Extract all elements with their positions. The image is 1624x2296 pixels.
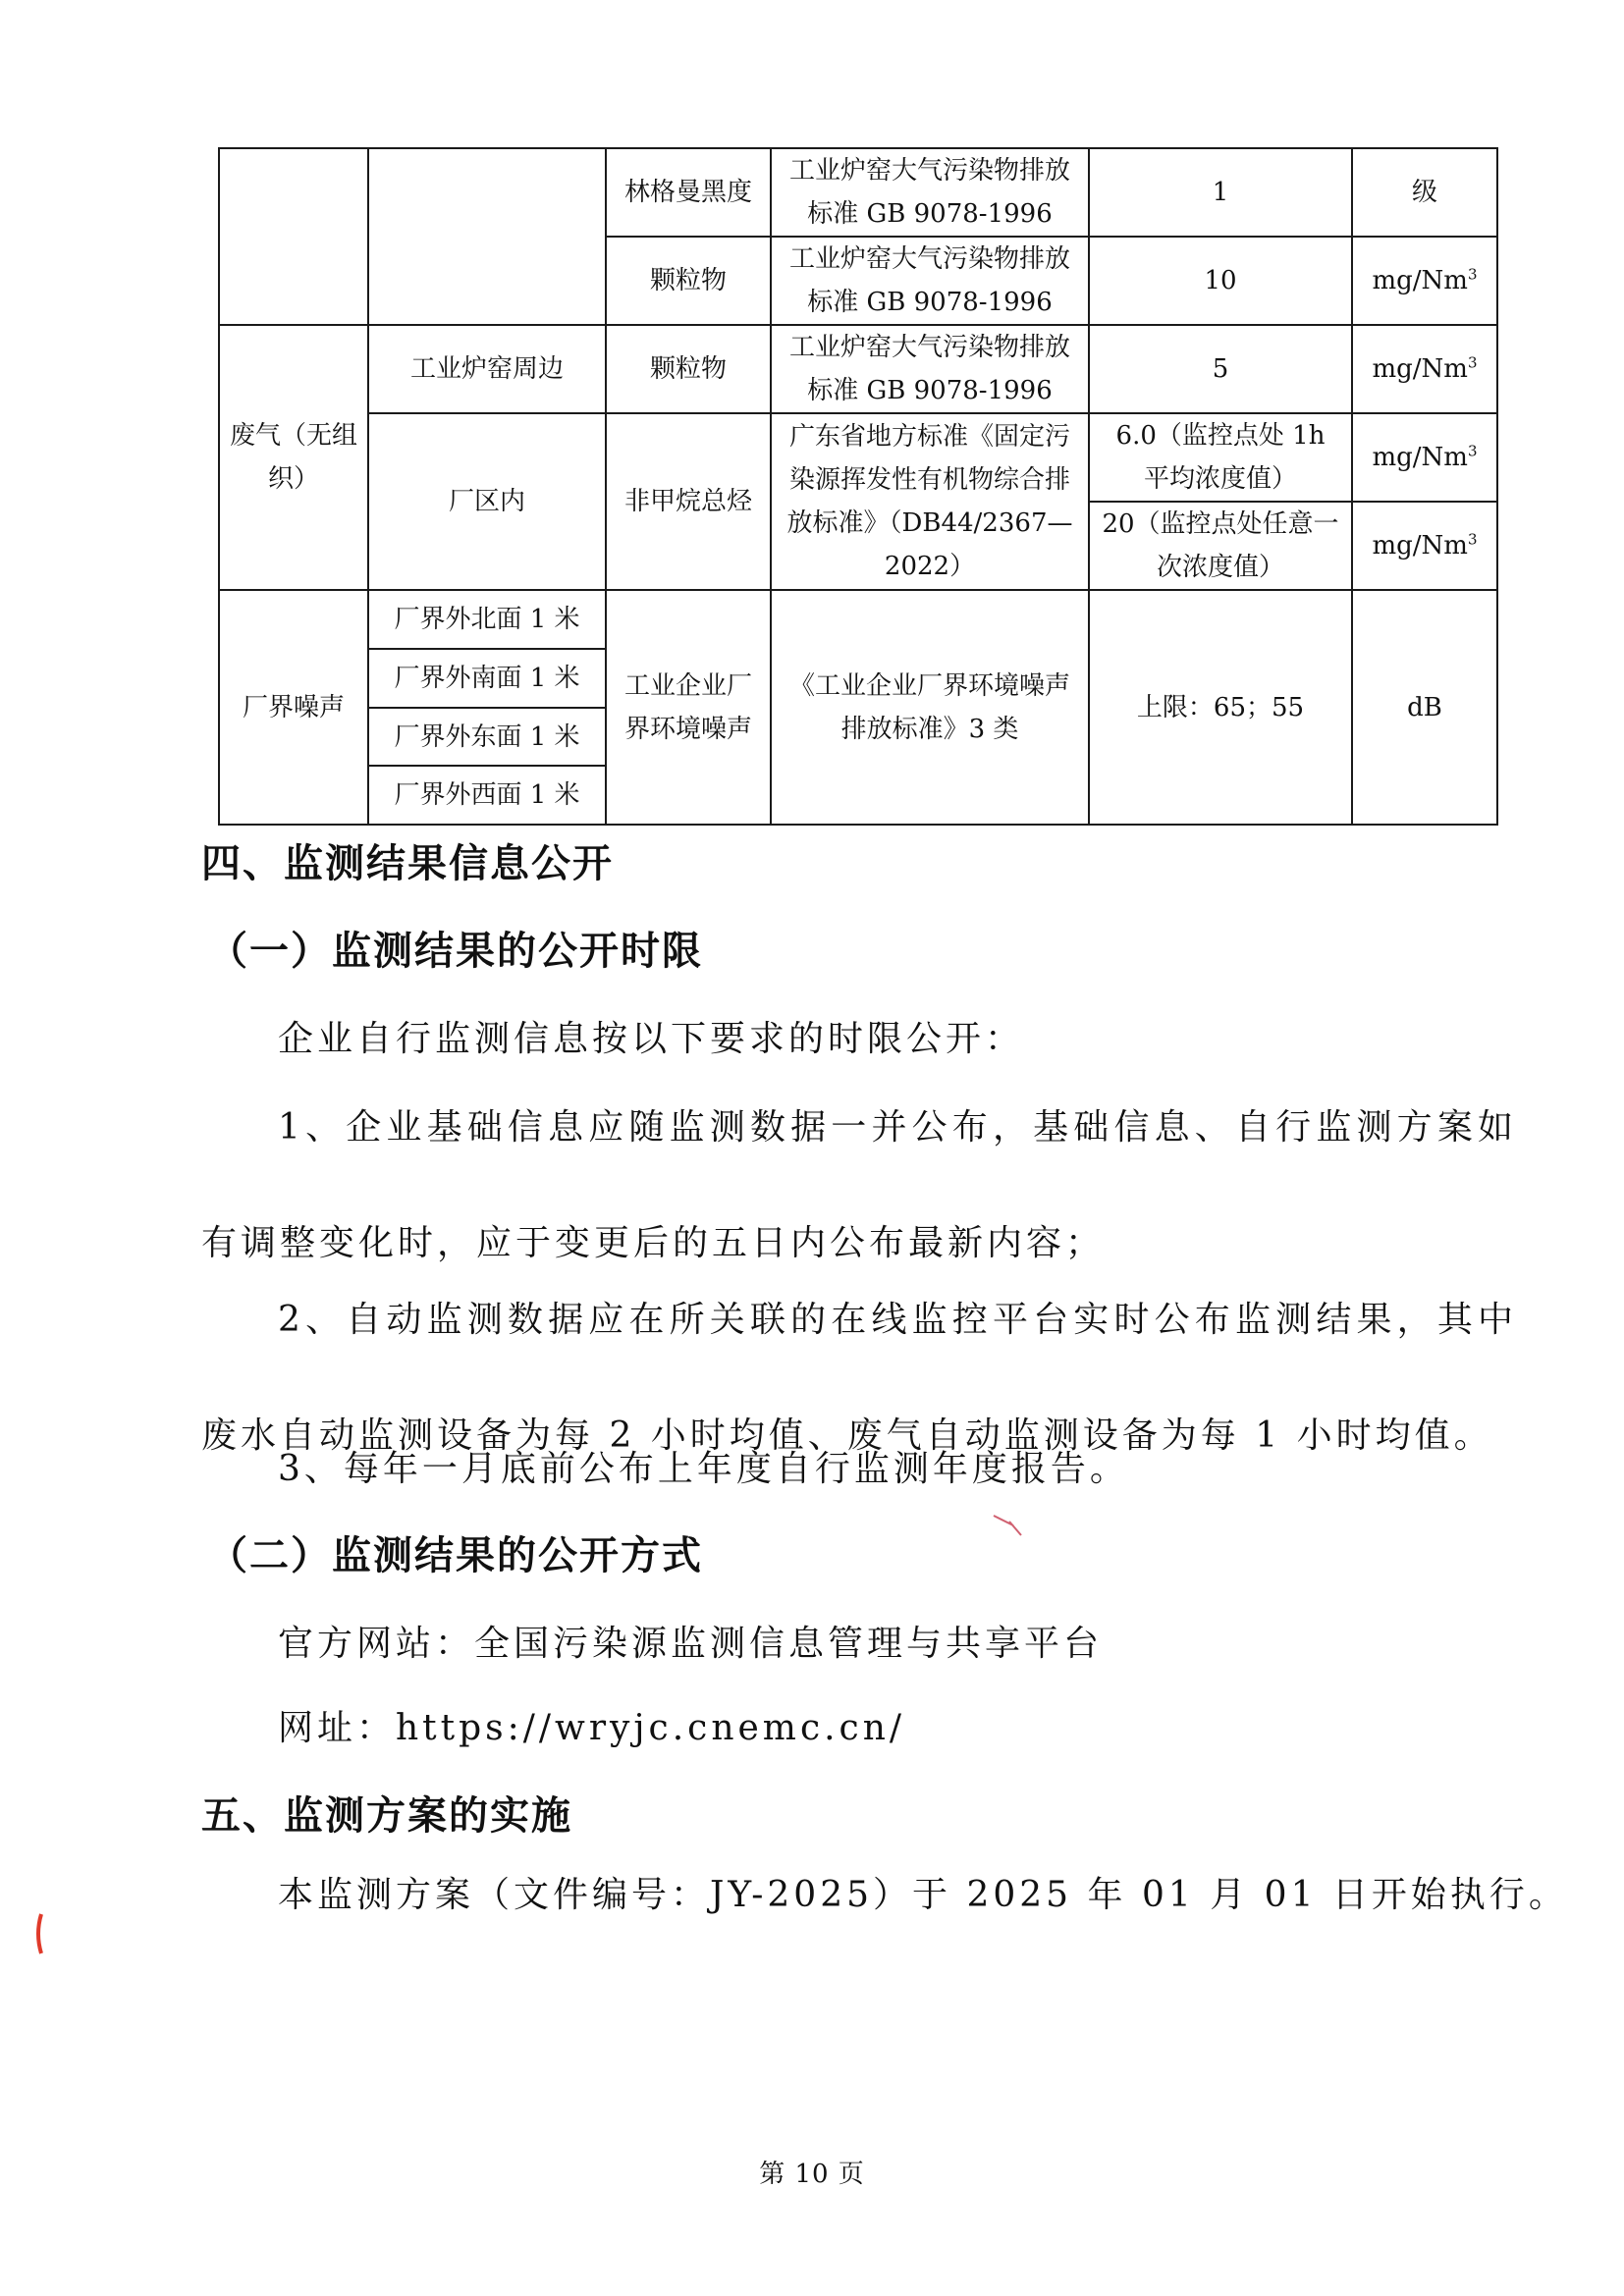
table-cell-location: 厂界外东面 1 米 xyxy=(368,708,606,766)
paragraph-item-2: 2、自动监测数据应在所关联的在线监控平台实时公布监测结果，其中废水自动监测设备为每 2 小时均值、废气自动监测设备为每 1 小时均值。 xyxy=(201,1300,1517,1456)
table-cell-standard: 工业炉窑大气污染物排放标准 GB 9078-1996 xyxy=(771,237,1089,325)
table-cell-limit: 上限：65；55 xyxy=(1089,590,1352,825)
table-cell-limit: 20（监控点处任意一次浓度值） xyxy=(1089,502,1352,590)
table-row xyxy=(219,413,1497,502)
section-heading-implementation: 五、监测方案的实施 xyxy=(201,1793,572,1839)
table-cell-unit: mg/Nm$^3$ xyxy=(1352,413,1497,502)
table-cell-empty xyxy=(368,148,606,325)
table-cell-empty xyxy=(219,148,368,325)
table-cell-factor: 林格曼黑度 xyxy=(606,148,771,237)
table-cell-factor: 工业企业厂界环境噪声 xyxy=(606,590,771,825)
table-cell-unit: 级 xyxy=(1352,148,1497,237)
table-cell-limit: 1 xyxy=(1089,148,1352,237)
subsection-heading-disclosure-period: （一）监测结果的公开时限 xyxy=(208,929,703,974)
paragraph-url: 网址：https://wryjc.cnemc.cn/ xyxy=(278,1708,906,1748)
table-cell-standard: 工业炉窑大气污染物排放标准 GB 9078-1996 xyxy=(771,325,1089,413)
table-cell-unit: dB xyxy=(1352,590,1497,825)
table-cell-standard: 广东省地方标准《固定污染源挥发性有机物综合排放标准》（DB44/2367—2022） xyxy=(771,413,1089,590)
table-cell-category: 厂界噪声 xyxy=(219,590,368,825)
table-row xyxy=(219,148,1497,237)
subsection-heading-disclosure-method: （二）监测结果的公开方式 xyxy=(208,1533,703,1578)
table-cell-limit: 5 xyxy=(1089,325,1352,413)
table-cell-unit: mg/Nm$^3$ xyxy=(1352,325,1497,413)
table-cell-limit: 10 xyxy=(1089,237,1352,325)
table-cell-factor: 颗粒物 xyxy=(606,325,771,413)
table-row xyxy=(219,590,1497,649)
edge-mark-icon xyxy=(33,1912,47,1955)
paragraph-implementation: 本监测方案（文件编号：JY-2025）于 2025 年 01 月 01 日开始执行。 xyxy=(278,1875,1568,1915)
table-row xyxy=(219,325,1497,413)
page-number: 第 10 页 xyxy=(759,2160,865,2189)
paragraph-intro: 企业自行监测信息按以下要求的时限公开： xyxy=(278,1019,1025,1059)
table-cell-location: 厂区内 xyxy=(368,413,606,590)
section-heading-results-disclosure: 四、监测结果信息公开 xyxy=(201,841,614,886)
paragraph-item-3: 3、每年一月底前公布上年度自行监测年度报告。 xyxy=(278,1449,1129,1489)
table-cell-factor: 非甲烷总烃 xyxy=(606,413,771,590)
table-cell-standard: 工业炉窑大气污染物排放标准 GB 9078-1996 xyxy=(771,148,1089,237)
table-cell-location: 工业炉窑周边 xyxy=(368,325,606,413)
paragraph-website: 官方网站：全国污染源监测信息管理与共享平台 xyxy=(278,1624,1104,1664)
table-cell-unit: mg/Nm$^3$ xyxy=(1352,502,1497,590)
table-cell-limit: 6.0（监控点处 1h 平均浓度值） xyxy=(1089,413,1352,502)
table-cell-location: 厂界外西面 1 米 xyxy=(368,766,606,825)
scan-mark-icon xyxy=(992,1512,1031,1541)
table-cell-unit: mg/Nm$^3$ xyxy=(1352,237,1497,325)
table-cell-location: 厂界外南面 1 米 xyxy=(368,649,606,708)
table-cell-standard: 《工业企业厂界环境噪声排放标准》3 类 xyxy=(771,590,1089,825)
table-cell-category: 废气（无组织） xyxy=(219,325,368,590)
paragraph-item-1: 1、企业基础信息应随监测数据一并公布，基础信息、自行监测方案如有调整变化时，应于变更后的五日内公布最新内容； xyxy=(201,1107,1517,1263)
table-cell-factor: 颗粒物 xyxy=(606,237,771,325)
monitoring-standards-table xyxy=(218,147,1498,826)
table-cell-location: 厂界外北面 1 米 xyxy=(368,590,606,649)
